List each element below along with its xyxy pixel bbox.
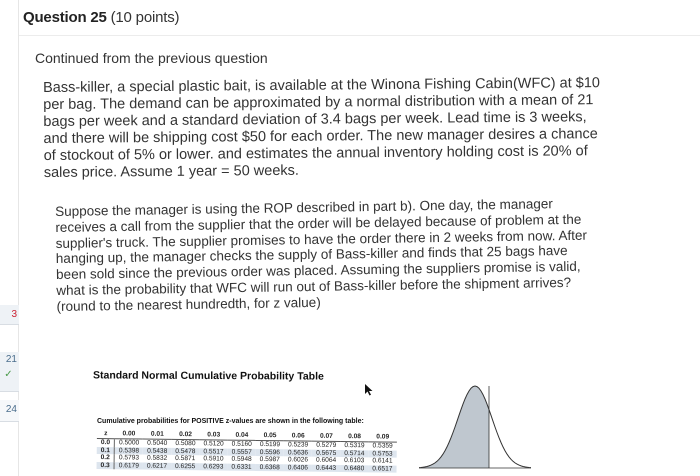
probability-cell: 0.5714 bbox=[340, 450, 368, 458]
z-value-cell: 0.2 bbox=[97, 454, 115, 462]
probability-cell: 0.5319 bbox=[344, 442, 365, 450]
probability-cell: 0.6368 bbox=[256, 464, 284, 472]
question-nav-label-21: 21 bbox=[5, 354, 17, 365]
probability-cell: 0.6064 bbox=[315, 456, 337, 465]
probability-cell: 0.6517 bbox=[368, 465, 396, 473]
probability-cell: 0.5359 bbox=[372, 442, 393, 450]
probability-cell: 0.5279 bbox=[316, 441, 337, 449]
bell-curve-icon bbox=[419, 358, 531, 476]
z-value-cell: 0.3 bbox=[97, 462, 115, 470]
question-title bbox=[23, 9, 179, 26]
probability-cell: 0.5040 bbox=[147, 439, 168, 447]
probability-cell: 0.5160 bbox=[231, 440, 252, 448]
z-value-cell: 0.1 bbox=[97, 447, 115, 455]
probability-cell: 0.5557 bbox=[228, 448, 256, 456]
cursor-arrow-icon bbox=[364, 383, 374, 396]
probability-cell: 0.5832 bbox=[146, 454, 168, 463]
probability-cell: 0.5871 bbox=[175, 455, 196, 463]
check-icon: ✓ bbox=[4, 369, 13, 380]
question-nav-item-24[interactable]: 24 bbox=[0, 400, 19, 422]
probability-cell: 0.5636 bbox=[284, 449, 312, 457]
probability-cell: 0.5398 bbox=[114, 447, 143, 455]
z-table-header: 0.08 bbox=[340, 433, 368, 442]
question-nav-sidebar bbox=[0, 0, 19, 476]
z-table-header: 0.00 bbox=[115, 430, 144, 439]
z-table-header: 0.03 bbox=[200, 431, 228, 440]
probability-cell: 0.5239 bbox=[287, 441, 309, 449]
z-table-header: 0.09 bbox=[369, 433, 397, 442]
probability-cell: 0.5080 bbox=[175, 439, 196, 448]
probability-cell: 0.5120 bbox=[203, 440, 224, 448]
z-table-header: z bbox=[97, 430, 115, 439]
probability-cell: 0.5793 bbox=[118, 454, 140, 462]
z-value-cell: 0.0 bbox=[97, 438, 115, 446]
probability-cell: 0.6179 bbox=[114, 462, 143, 470]
probability-cell: 0.6103 bbox=[344, 457, 365, 465]
problem-paragraph-2: Suppose the manager is using the ROP described in part b). One day, the manager receives a call from the supplier that the order will be delayed because of problem at the supplier's truck. The supplier promises to have the order there in 2 weeks from now. After hanging up, the manager checks the supply of Bass-killer and finds that 25 bags have been sold since the previous order was placed. Assuming the suppliers promise is valid, what is the probability that WFC will run out of Bass-killer before the shipment arrives? (round to the nearest hundredth, for z value) bbox=[55, 196, 588, 314]
question-points: (10 points) bbox=[110, 9, 180, 26]
probability-cell: 0.5517 bbox=[199, 448, 227, 456]
z-table-header: 0.07 bbox=[312, 433, 340, 442]
problem-paragraph-1: Bass-killer, a special plastic bait, is available at the Winona Fishing Cabin(WFC) at $10 per bag. The demand can be approximated by a normal distribution with a mean of 21 bags per week and a standard deviation of 3.4 bags per week. Lead time is 3 weeks, and there will be shipping cost $50 for each order. The new manager desires a chance of stockout of 5% or lower. and estimates the annual inventory holding cost is 20% of sales price. Assume 1 year = 50 weeks. bbox=[43, 75, 601, 181]
z-table-header: 0.01 bbox=[143, 431, 171, 440]
probability-cell: 0.6255 bbox=[171, 463, 199, 471]
table-subtitle: Cumulative probabilities for POSITIVE z-values are shown in the following table: bbox=[97, 418, 364, 425]
z-probability-table bbox=[97, 430, 397, 473]
probability-cell: 0.5438 bbox=[143, 447, 171, 455]
probability-cell: 0.6026 bbox=[287, 456, 309, 464]
z-table-header: 0.05 bbox=[256, 432, 284, 441]
probability-cell: 0.5596 bbox=[256, 449, 284, 457]
probability-cell: 0.5478 bbox=[171, 448, 199, 456]
question-panel bbox=[19, 0, 700, 476]
z-table-header: 0.04 bbox=[228, 432, 256, 441]
z-table-header: 0.06 bbox=[284, 432, 312, 441]
probability-cell: 0.6217 bbox=[143, 462, 171, 470]
probability-cell: 0.6141 bbox=[372, 457, 393, 465]
z-table-header: 0.02 bbox=[171, 431, 199, 440]
probability-cell: 0.6331 bbox=[227, 463, 255, 471]
probability-cell: 0.6406 bbox=[284, 464, 312, 472]
probability-cell: 0.5910 bbox=[203, 455, 224, 463]
probability-cell: 0.5948 bbox=[231, 455, 252, 464]
question-nav-item-21[interactable] bbox=[0, 352, 19, 392]
probability-cell: 0.5987 bbox=[259, 456, 280, 464]
probability-cell: 0.6293 bbox=[199, 463, 227, 471]
probability-cell: 0.6443 bbox=[312, 464, 340, 472]
probability-cell: 0.5000 bbox=[118, 439, 140, 447]
question-nav-item-3[interactable]: 3 bbox=[0, 305, 19, 325]
table-title: Standard Normal Cumulative Probability Table bbox=[92, 369, 324, 383]
probability-cell: 0.5199 bbox=[259, 440, 281, 449]
probability-cell: 0.5753 bbox=[368, 450, 396, 458]
question-header bbox=[19, 0, 700, 36]
probability-cell: 0.5675 bbox=[312, 449, 340, 457]
question-number: Question 25 bbox=[23, 9, 107, 26]
question-subtitle: Continued from the previous question bbox=[35, 50, 268, 66]
probability-cell: 0.6480 bbox=[340, 465, 368, 473]
